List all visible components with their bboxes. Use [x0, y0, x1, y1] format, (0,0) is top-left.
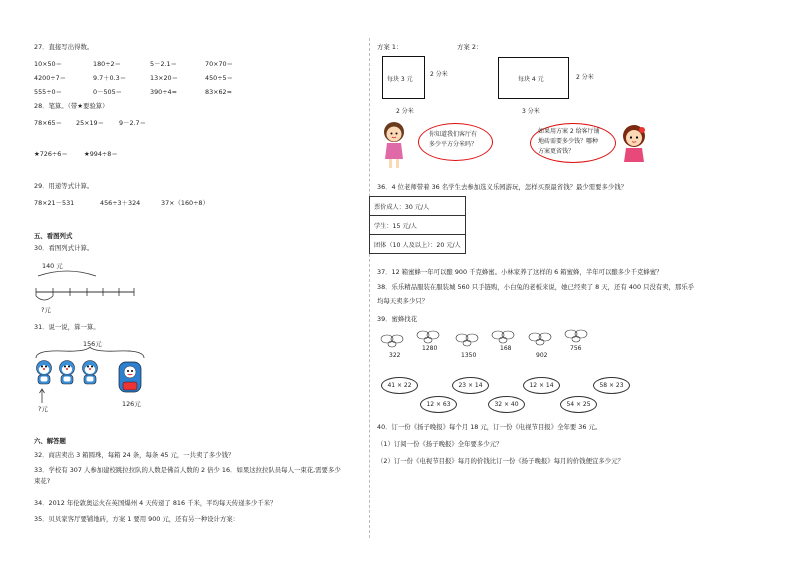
- q38-text-line2: 均每天卖多少只？: [377, 297, 429, 305]
- q38-text-line1: 38．乐乐精品服装在服装城 560 只手链购，小白兔的老板来说，她已经卖了 8 天，还有 400 只没有卖，那乐乎: [377, 283, 695, 291]
- plan2-label: 方案 2：: [457, 43, 483, 51]
- q27-cell: 10×50＝: [34, 60, 63, 68]
- bubble2-line1: 如果用方案 2 给客厅铺: [538, 128, 600, 135]
- flower-expression[interactable]: 23 × 14: [452, 377, 489, 394]
- q27-cell: 450÷5＝: [205, 74, 234, 82]
- q31-price-small: ?元: [38, 405, 48, 413]
- flower-expression[interactable]: 12 × 14: [523, 377, 560, 394]
- q36-text: 36．4 位老师带着 36 名学生去参加选义乐园游玩，怎样买票最省钱？最少需要多少钱？: [377, 183, 628, 191]
- table-cell: 学生：15 元/人: [370, 216, 466, 235]
- bee-icon: [380, 333, 404, 349]
- q29-title: 29．用递等式计算。: [34, 182, 94, 190]
- q28-item: ★726÷6＝: [34, 150, 68, 158]
- table-cell: 团体（10 人及以上）：20 元/人: [370, 235, 466, 254]
- q31-arrow: [38, 388, 46, 404]
- q27-title: 27．直接写出得数。: [34, 43, 94, 51]
- q27-cell: 4200÷7＝: [34, 74, 67, 82]
- q31-brace: [34, 346, 146, 360]
- plan1-bottom-length: 2 分米: [396, 108, 414, 115]
- plan1-tile-price: 每块 3 元: [387, 76, 413, 83]
- robot-icon: [58, 360, 76, 386]
- flower-expression[interactable]: 12 × 63: [420, 396, 457, 413]
- bee-value: 1280: [422, 345, 438, 352]
- table-row: [370, 197, 466, 216]
- backpack-icon: [117, 359, 143, 395]
- q27-cell: 555÷0＝: [34, 88, 63, 96]
- plan2-bottom-length: 3 分米: [522, 108, 540, 115]
- q27-cell: 5－2.1＝: [150, 60, 178, 68]
- table-row: [370, 216, 466, 235]
- flower-expression[interactable]: 54 × 25: [560, 396, 597, 413]
- q27-cell: 9.7＋0.3＝: [93, 74, 127, 82]
- q27-cell: 0－505＝: [93, 88, 123, 96]
- q32-text: 32．商店卖出 3 箱圆珠，每箱 24 条，每条 45 元，一共卖了多少钱？: [34, 451, 235, 459]
- flower-expression[interactable]: 41 × 22: [381, 377, 418, 394]
- bubble1-line2: 多少平方分米吗？: [429, 141, 478, 148]
- bubble2-line2: 地砖需要多少钱？哪种: [538, 138, 599, 145]
- q40-part2: （2）订一份《电视节目报》每月的价钱比订一份《扬子晚报》每月的价钱便宜多少元？: [377, 457, 624, 465]
- bee-value: 756: [570, 345, 582, 352]
- bee-value: 168: [500, 345, 512, 352]
- q29-item: 456÷3＋324: [100, 199, 141, 207]
- q30-segment-diagram: [30, 268, 140, 308]
- q33-text-line2: 束花?: [34, 477, 51, 485]
- flower-expression[interactable]: 32 × 40: [488, 396, 525, 413]
- column-divider: [369, 38, 370, 538]
- bee-icon: [416, 329, 440, 345]
- bee-icon: [491, 329, 515, 345]
- q27-cell: 70×70＝: [205, 60, 234, 68]
- q31-total-label: 156元: [83, 340, 102, 348]
- section-5-title: 五、看图列式: [34, 232, 73, 240]
- bee-value: 902: [536, 352, 548, 359]
- bee-icon: [528, 331, 552, 347]
- q27-cell: 390÷4≈: [150, 88, 177, 96]
- q40-part1: （1）订阅一份《扬子晚报》全年要多少元？: [377, 440, 503, 448]
- q29-item: 37×（160÷8）: [161, 199, 209, 207]
- q28-item: 78×65＝: [34, 119, 63, 127]
- q30-title: 30．看图列式计算。: [34, 244, 94, 252]
- ticket-price-table: [369, 196, 466, 254]
- plan2-side-length: 2 分米: [576, 74, 594, 81]
- q30-top-label: 140 元: [42, 262, 63, 270]
- q33-text-line1: 33．学校有 307 人参加建校跳拉拉队的人数是佛首人数的 2 倍少 16．如果这拉拉队员每人一束花,需要多少: [34, 466, 341, 474]
- flower-expression[interactable]: 58 × 23: [593, 377, 630, 394]
- q28-item: 9－2.7＝: [119, 119, 147, 127]
- plan1-label: 方案 1：: [377, 43, 403, 51]
- q28-item: ★994÷8＝: [84, 150, 118, 158]
- q29-item: 78×21－531: [34, 199, 75, 207]
- q40-text: 40．订一份《扬子晚报》每个月 18 元，订一份《电视节目报》全年要 36 元。: [377, 423, 602, 431]
- q31-title: 31．说一说，算一算。: [34, 323, 100, 331]
- robot-icon: [81, 360, 99, 386]
- bee-value: 322: [389, 352, 401, 359]
- bee-value: 1350: [461, 352, 477, 359]
- q27-cell: 180÷2＝: [93, 60, 122, 68]
- q28-item: 25×19＝: [76, 119, 105, 127]
- q27-cell: 83×62≈: [205, 88, 232, 96]
- q37-text: 37．12 箱蜜蜂一年可以酿 900 千克蜂蜜。小林家养了这样的 6 箱蜜蜂，半年可以酿多少千克蜂蜜？: [377, 268, 663, 276]
- bubble1-line1: 你知道我们客厅有: [429, 131, 478, 138]
- q30-bottom-label: ?元: [41, 306, 51, 314]
- girl-icon: [381, 121, 407, 171]
- robot-icon: [35, 360, 53, 386]
- table-row: [370, 235, 466, 254]
- q34-text: 34．2012 年伦敦奥运火在英国爆州 4 天传递了 816 千米，平均每天传递多少千米？: [34, 499, 277, 507]
- bubble2-line3: 方案更省钱？: [538, 148, 575, 155]
- bee-icon: [564, 328, 588, 344]
- q35-text: 35．贝贝家客厅要铺地砖，方案 1 要用 900 元，还有另一种设计方案：: [34, 515, 240, 523]
- q31-price-bag: 126元: [122, 400, 141, 408]
- girl-icon: [620, 124, 648, 164]
- plan1-side-length: 2 分米: [430, 71, 448, 78]
- section-6-title: 六、解答题: [34, 437, 66, 445]
- bee-icon: [455, 332, 479, 348]
- q27-cell: 13×20＝: [150, 74, 179, 82]
- q28-title: 28．笔算。（带★要验算）: [34, 102, 109, 110]
- plan2-tile-price: 每块 4 元: [518, 76, 544, 83]
- table-cell: 票价成人：30 元/人: [370, 197, 466, 216]
- q39-title: 39．蜜蜂找花: [377, 315, 418, 323]
